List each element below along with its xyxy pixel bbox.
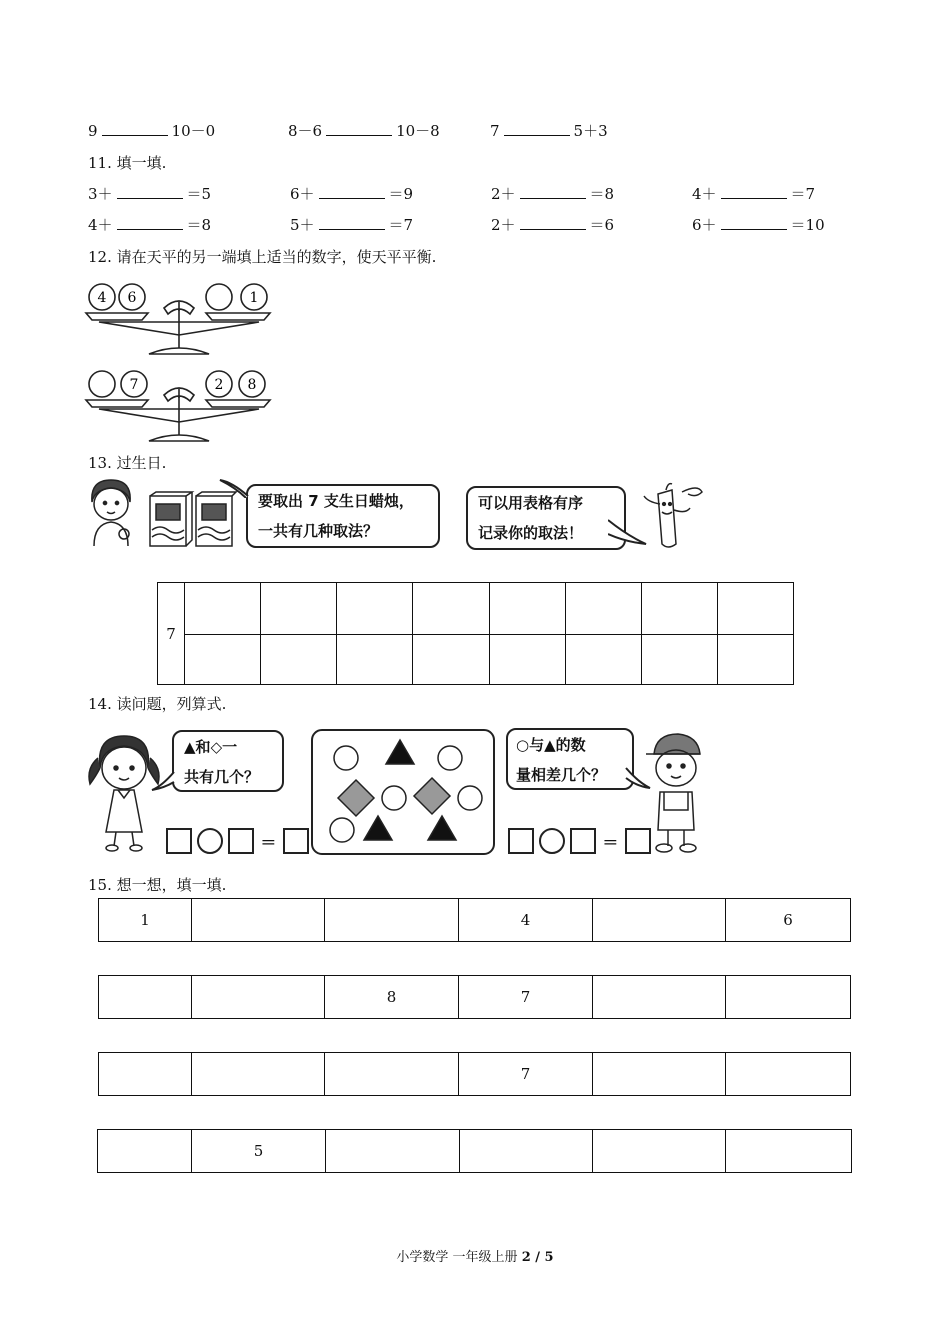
circle-shape (458, 786, 482, 810)
candle-boxes-icon (148, 490, 238, 548)
answer-blank[interactable] (721, 186, 787, 199)
number-cell[interactable]: 6 (726, 899, 851, 942)
speech-bubble-left: ▲和◇一 共有几个？ (172, 730, 284, 792)
answer-blank[interactable] (117, 186, 183, 199)
table-cell[interactable] (565, 635, 641, 685)
number-cell[interactable] (98, 1130, 192, 1173)
q12-title: 12. 请在天平的另一端填上适当的数字，使天平平衡. (88, 248, 437, 266)
number-table-2 (98, 975, 851, 1019)
table-cell[interactable] (641, 635, 717, 685)
triangle-icon: ▲ (184, 738, 196, 756)
table-label-cell: 7 (158, 583, 185, 685)
weight-label: 1 (249, 290, 259, 306)
speech-bubble-girl: 要取出 7 支生日蜡烛， 一共有几种取法？ (246, 484, 440, 548)
number-cell[interactable] (593, 1053, 726, 1096)
table-cell[interactable] (489, 635, 565, 685)
table-cell[interactable] (337, 635, 413, 685)
number-cell[interactable] (192, 1053, 325, 1096)
answer-box[interactable] (166, 828, 192, 854)
boy-with-cap-illustration (642, 730, 712, 854)
table-cell[interactable] (185, 583, 261, 635)
answer-box[interactable] (570, 828, 596, 854)
number-cell[interactable] (726, 1130, 852, 1173)
weight-label: 7 (129, 377, 139, 393)
equation-right: ＝ (508, 828, 651, 854)
answer-blank[interactable] (326, 123, 392, 136)
circle-shape (438, 746, 462, 770)
number-cell[interactable]: 5 (192, 1130, 326, 1173)
number-cell[interactable]: 7 (459, 1053, 593, 1096)
number-cell[interactable] (325, 899, 459, 942)
number-cell[interactable] (326, 1130, 460, 1173)
table-cell[interactable] (413, 635, 489, 685)
table-cell[interactable] (413, 583, 489, 635)
bubble-tail (150, 770, 176, 792)
circle-shape (382, 786, 406, 810)
number-cell[interactable] (593, 976, 726, 1019)
balance-scale-1 (84, 280, 274, 360)
table-cell[interactable] (565, 583, 641, 635)
equation-left: ＝ (166, 828, 309, 854)
speech-bubble-candle: 可以用表格有序 记录你的取法！ (466, 486, 626, 550)
number-cell[interactable] (99, 976, 192, 1019)
footer-subject: 小学数学 一年级上册 (396, 1250, 522, 1265)
number-table-4 (97, 1129, 852, 1173)
table-cell[interactable] (185, 635, 261, 685)
weight-label: 8 (247, 377, 257, 393)
q13-record-table (157, 582, 794, 685)
answer-blank[interactable] (520, 217, 586, 230)
answer-blank[interactable] (319, 186, 385, 199)
table-cell[interactable] (717, 635, 793, 685)
number-cell[interactable] (593, 899, 726, 942)
circle-shape (330, 818, 354, 842)
triangle-icon: ▲ (544, 736, 556, 754)
weight-circle[interactable] (89, 371, 115, 397)
number-cell[interactable]: 4 (459, 899, 593, 942)
answer-box[interactable] (508, 828, 534, 854)
table-cell[interactable] (337, 583, 413, 635)
compare-item: 9 10－0 (88, 122, 216, 140)
answer-blank[interactable] (504, 123, 570, 136)
number-cell[interactable] (726, 1053, 851, 1096)
number-table-1 (98, 898, 851, 942)
number-cell[interactable] (192, 899, 325, 942)
shapes-panel (310, 728, 496, 856)
weight-label: 6 (127, 290, 137, 306)
answer-blank[interactable] (117, 217, 183, 230)
q14-title: 14. 读问题，列算式. (88, 695, 227, 713)
answer-blank[interactable] (102, 123, 168, 136)
q15-title: 15. 想一想，填一填. (88, 876, 227, 894)
bubble-tail (218, 478, 254, 498)
candle-mascot-illustration (638, 480, 708, 552)
table-cell[interactable] (641, 583, 717, 635)
diamond-icon: ◇ (210, 738, 223, 756)
number-cell[interactable]: 1 (99, 899, 192, 942)
number-cell[interactable] (460, 1130, 593, 1173)
number-table-3 (98, 1052, 851, 1096)
table-cell[interactable] (717, 583, 793, 635)
weight-label: 2 (214, 377, 224, 393)
number-cell[interactable] (593, 1130, 726, 1173)
operator-circle[interactable] (539, 828, 565, 854)
circle-shape (334, 746, 358, 770)
speech-bubble-right: ○与▲的数 量相差几个？ (506, 728, 634, 790)
number-cell[interactable]: 7 (459, 976, 593, 1019)
girl-illustration (84, 476, 138, 548)
answer-blank[interactable] (520, 186, 586, 199)
table-cell[interactable] (489, 583, 565, 635)
number-cell[interactable] (99, 1053, 192, 1096)
number-cell[interactable] (192, 976, 325, 1019)
weight-circle[interactable] (206, 284, 232, 310)
answer-box[interactable] (283, 828, 309, 854)
number-cell[interactable] (325, 1053, 459, 1096)
answer-box[interactable] (228, 828, 254, 854)
circle-icon: ○ (516, 736, 530, 754)
page-footer (0, 1246, 950, 1265)
answer-blank[interactable] (721, 217, 787, 230)
number-cell[interactable]: 8 (325, 976, 459, 1019)
q11-title: 11. 填一填. (88, 154, 167, 172)
compare-item: 8－6 10－8 (288, 122, 440, 140)
table-cell[interactable] (261, 635, 337, 685)
page-number: 2 / 5 (521, 1250, 554, 1265)
answer-blank[interactable] (319, 217, 385, 230)
weight-label: 4 (97, 290, 107, 306)
number-cell[interactable] (726, 976, 851, 1019)
q13-title: 13. 过生日. (88, 454, 167, 472)
compare-item: 7 5＋3 (490, 122, 608, 140)
balance-scale-2 (84, 367, 274, 447)
operator-circle[interactable] (197, 828, 223, 854)
table-cell[interactable] (261, 583, 337, 635)
